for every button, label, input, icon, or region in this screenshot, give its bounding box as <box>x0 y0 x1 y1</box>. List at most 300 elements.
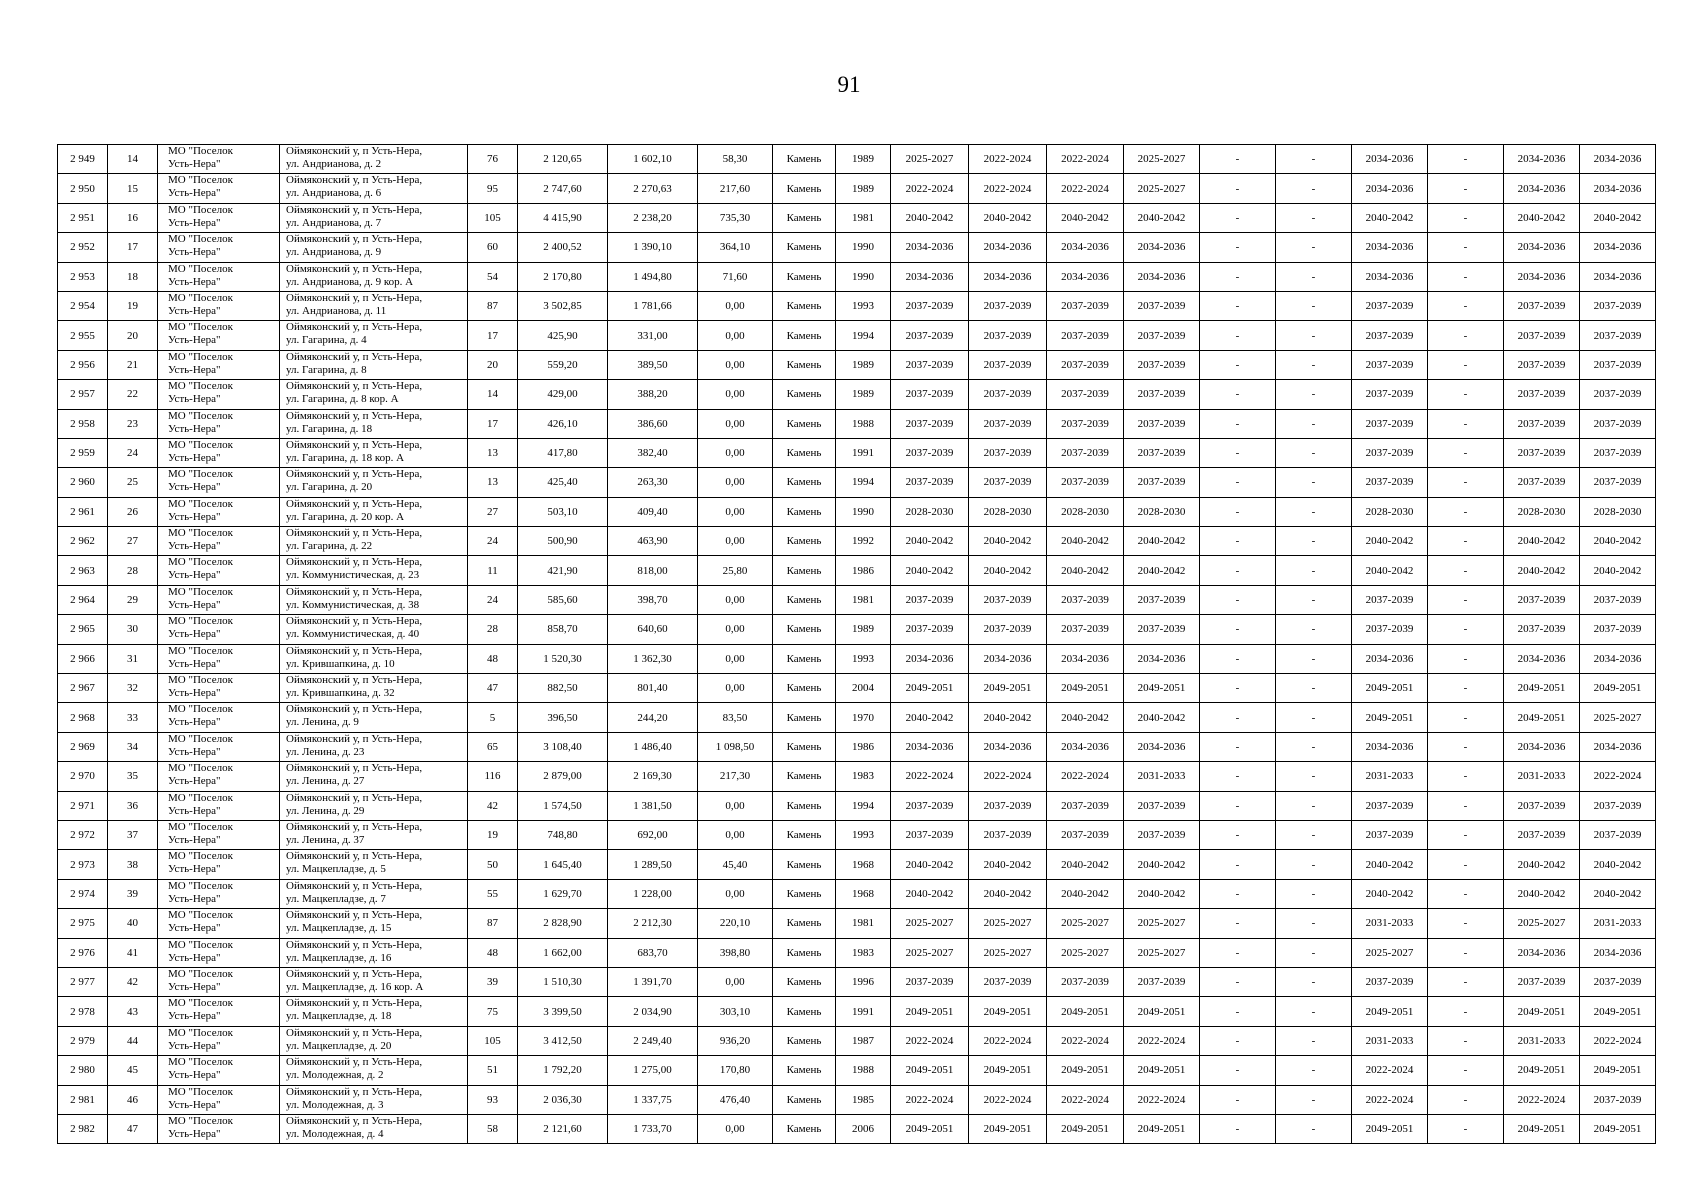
period-6-cell: - <box>1276 644 1352 673</box>
municipality-line: Усть-Нера" <box>168 922 221 935</box>
table-row <box>58 380 1656 409</box>
address-line: Оймяконский у, п Усть-Нера, <box>286 674 423 687</box>
table-row <box>58 174 1656 203</box>
municipality-line: Усть-Нера" <box>168 158 221 170</box>
period-2-cell: 2028-2030 <box>969 497 1047 526</box>
period-9-cell: 2034-2036 <box>1504 644 1580 673</box>
period-9-cell: 2040-2042 <box>1504 850 1580 879</box>
row-number-cell: 26 <box>108 497 158 526</box>
period-4-cell: 2037-2039 <box>1124 321 1200 350</box>
period-6-cell: - <box>1276 438 1352 467</box>
table-row <box>58 409 1656 438</box>
period-6-cell: - <box>1276 233 1352 262</box>
period-3-cell: 2022-2024 <box>1047 174 1124 203</box>
address-cell <box>280 145 468 174</box>
period-8-cell: - <box>1428 850 1504 879</box>
period-8-cell: - <box>1428 703 1504 732</box>
period-8-cell: - <box>1428 145 1504 174</box>
period-1-cell: 2037-2039 <box>891 409 969 438</box>
address-cell <box>280 1114 468 1143</box>
address-line: Оймяконский у, п Усть-Нера, <box>286 350 423 363</box>
period-7-cell: 2049-2051 <box>1352 997 1428 1026</box>
wall-material-cell: Камень <box>773 291 836 320</box>
period-2-cell: 2040-2042 <box>969 879 1047 908</box>
municipality-line: МО "Поселок <box>168 1056 233 1069</box>
nonresidential-area-cell: 83,50 <box>698 703 773 732</box>
build-year-cell: 1981 <box>836 909 891 938</box>
period-10-cell: 2040-2042 <box>1580 556 1656 585</box>
address-line: ул. Андрианова, д. 2 <box>286 158 382 170</box>
municipality-line: Усть-Нера" <box>168 216 221 229</box>
period-4-cell: 2031-2033 <box>1124 762 1200 791</box>
residents-count-cell: 5 <box>468 703 518 732</box>
municipality-line: Усть-Нера" <box>168 1010 221 1023</box>
nonresidential-area-cell: 0,00 <box>698 291 773 320</box>
municipality-cell <box>158 967 280 996</box>
build-year-cell: 1987 <box>836 1026 891 1055</box>
address-line: ул. Коммунистическая, д. 40 <box>286 628 420 641</box>
address-line: ул. Мацкепладзе, д. 16 кор. А <box>286 980 424 993</box>
period-4-cell: 2034-2036 <box>1124 262 1200 291</box>
total-area-cell: 2 036,30 <box>518 1085 608 1114</box>
row-number-cell: 38 <box>108 850 158 879</box>
wall-material-cell: Камень <box>773 967 836 996</box>
address-line: ул. Ленина, д. 37 <box>286 833 365 846</box>
table-row <box>58 1056 1656 1085</box>
municipality-line: Усть-Нера" <box>168 892 221 905</box>
address-line: Оймяконский у, п Усть-Нера, <box>286 203 423 216</box>
nonresidential-area-cell: 1 098,50 <box>698 732 773 761</box>
period-5-cell: - <box>1200 1085 1276 1114</box>
table-row <box>58 938 1656 967</box>
period-2-cell: 2037-2039 <box>969 380 1047 409</box>
period-6-cell: - <box>1276 615 1352 644</box>
nonresidential-area-cell: 398,80 <box>698 938 773 967</box>
period-2-cell: 2037-2039 <box>969 791 1047 820</box>
address-cell <box>280 850 468 879</box>
period-7-cell: 2037-2039 <box>1352 615 1428 644</box>
total-area-cell: 429,00 <box>518 380 608 409</box>
row-number-cell: 35 <box>108 762 158 791</box>
address-cell <box>280 174 468 203</box>
build-year-cell: 1990 <box>836 262 891 291</box>
period-5-cell: - <box>1200 850 1276 879</box>
address-cell <box>280 409 468 438</box>
period-2-cell: 2037-2039 <box>969 350 1047 379</box>
municipality-line: МО "Поселок <box>168 291 233 304</box>
period-4-cell: 2022-2024 <box>1124 1026 1200 1055</box>
period-7-cell: 2037-2039 <box>1352 468 1428 497</box>
address-line: Оймяконский у, п Усть-Нера, <box>286 1114 423 1127</box>
living-area-cell: 1 337,75 <box>608 1085 698 1114</box>
period-7-cell: 2037-2039 <box>1352 380 1428 409</box>
period-3-cell: 2037-2039 <box>1047 321 1124 350</box>
period-6-cell: - <box>1276 762 1352 791</box>
period-3-cell: 2040-2042 <box>1047 203 1124 232</box>
period-9-cell: 2034-2036 <box>1504 145 1580 174</box>
address-line: ул. Гагарина, д. 22 <box>286 540 373 553</box>
period-8-cell: - <box>1428 438 1504 467</box>
wall-material-cell: Камень <box>773 468 836 497</box>
wall-material-cell: Камень <box>773 909 836 938</box>
period-8-cell: - <box>1428 820 1504 849</box>
wall-material-cell: Камень <box>773 820 836 849</box>
address-cell <box>280 791 468 820</box>
period-8-cell: - <box>1428 732 1504 761</box>
period-3-cell: 2037-2039 <box>1047 409 1124 438</box>
period-10-cell: 2037-2039 <box>1580 585 1656 614</box>
period-7-cell: 2034-2036 <box>1352 732 1428 761</box>
period-1-cell: 2034-2036 <box>891 644 969 673</box>
period-1-cell: 2037-2039 <box>891 438 969 467</box>
registry-number-cell: 2 959 <box>58 438 108 467</box>
period-2-cell: 2022-2024 <box>969 1085 1047 1114</box>
period-1-cell: 2028-2030 <box>891 497 969 526</box>
municipality-cell <box>158 438 280 467</box>
address-cell <box>280 321 468 350</box>
municipality-line: Усть-Нера" <box>168 246 221 259</box>
address-line: Оймяконский у, п Усть-Нера, <box>286 1056 423 1069</box>
registry-number-cell: 2 981 <box>58 1085 108 1114</box>
municipality-line: МО "Поселок <box>168 556 233 569</box>
address-cell <box>280 967 468 996</box>
wall-material-cell: Камень <box>773 1026 836 1055</box>
period-1-cell: 2034-2036 <box>891 233 969 262</box>
total-area-cell: 2 170,80 <box>518 262 608 291</box>
address-line: Оймяконский у, п Усть-Нера, <box>286 1026 423 1039</box>
period-9-cell: 2034-2036 <box>1504 262 1580 291</box>
address-cell <box>280 556 468 585</box>
living-area-cell: 2 249,40 <box>608 1026 698 1055</box>
total-area-cell: 585,60 <box>518 585 608 614</box>
period-4-cell: 2025-2027 <box>1124 909 1200 938</box>
registry-number-cell: 2 954 <box>58 291 108 320</box>
period-2-cell: 2040-2042 <box>969 850 1047 879</box>
address-line: Оймяконский у, п Усть-Нера, <box>286 409 423 422</box>
residents-count-cell: 42 <box>468 791 518 820</box>
nonresidential-area-cell: 217,60 <box>698 174 773 203</box>
period-10-cell: 2037-2039 <box>1580 409 1656 438</box>
residents-count-cell: 28 <box>468 615 518 644</box>
row-number-cell: 18 <box>108 262 158 291</box>
period-3-cell: 2037-2039 <box>1047 380 1124 409</box>
build-year-cell: 1988 <box>836 1056 891 1085</box>
municipality-line: Усть-Нера" <box>168 863 221 876</box>
nonresidential-area-cell: 936,20 <box>698 1026 773 1055</box>
period-6-cell: - <box>1276 791 1352 820</box>
municipality-line: Усть-Нера" <box>168 1127 221 1140</box>
period-2-cell: 2034-2036 <box>969 644 1047 673</box>
municipality-line: Усть-Нера" <box>168 481 221 494</box>
address-line: ул. Мацкепладзе, д. 18 <box>286 1010 392 1023</box>
period-4-cell: 2049-2051 <box>1124 1056 1200 1085</box>
municipality-cell <box>158 556 280 585</box>
period-4-cell: 2049-2051 <box>1124 997 1200 1026</box>
period-6-cell: - <box>1276 674 1352 703</box>
period-3-cell: 2037-2039 <box>1047 585 1124 614</box>
total-area-cell: 748,80 <box>518 820 608 849</box>
period-10-cell: 2034-2036 <box>1580 262 1656 291</box>
period-10-cell: 2022-2024 <box>1580 762 1656 791</box>
period-4-cell: 2049-2051 <box>1124 674 1200 703</box>
nonresidential-area-cell: 0,00 <box>698 1114 773 1143</box>
period-3-cell: 2034-2036 <box>1047 644 1124 673</box>
period-10-cell: 2037-2039 <box>1580 468 1656 497</box>
period-10-cell: 2031-2033 <box>1580 909 1656 938</box>
address-cell <box>280 674 468 703</box>
build-year-cell: 1991 <box>836 997 891 1026</box>
row-number-cell: 24 <box>108 438 158 467</box>
residents-count-cell: 50 <box>468 850 518 879</box>
nonresidential-area-cell: 25,80 <box>698 556 773 585</box>
row-number-cell: 41 <box>108 938 158 967</box>
municipality-line: МО "Поселок <box>168 438 233 451</box>
living-area-cell: 2 270,63 <box>608 174 698 203</box>
period-8-cell: - <box>1428 350 1504 379</box>
address-line: Оймяконский у, п Усть-Нера, <box>286 145 423 157</box>
period-6-cell: - <box>1276 1026 1352 1055</box>
residents-count-cell: 48 <box>468 938 518 967</box>
period-3-cell: 2037-2039 <box>1047 438 1124 467</box>
residents-count-cell: 93 <box>468 1085 518 1114</box>
living-area-cell: 409,40 <box>608 497 698 526</box>
residents-count-cell: 14 <box>468 380 518 409</box>
table-row <box>58 527 1656 556</box>
period-4-cell: 2037-2039 <box>1124 291 1200 320</box>
municipality-line: Усть-Нера" <box>168 598 221 611</box>
build-year-cell: 1991 <box>836 438 891 467</box>
wall-material-cell: Камень <box>773 203 836 232</box>
address-line: Оймяконский у, п Усть-Нера, <box>286 820 423 833</box>
nonresidential-area-cell: 220,10 <box>698 909 773 938</box>
total-area-cell: 1 510,30 <box>518 967 608 996</box>
period-3-cell: 2049-2051 <box>1047 997 1124 1026</box>
period-5-cell: - <box>1200 174 1276 203</box>
municipality-cell <box>158 409 280 438</box>
build-year-cell: 1968 <box>836 879 891 908</box>
registry-number-cell: 2 955 <box>58 321 108 350</box>
municipality-cell <box>158 997 280 1026</box>
registry-number-cell: 2 964 <box>58 585 108 614</box>
living-area-cell: 389,50 <box>608 350 698 379</box>
address-line: ул. Крившапкина, д. 32 <box>286 687 395 700</box>
period-10-cell: 2037-2039 <box>1580 438 1656 467</box>
nonresidential-area-cell: 0,00 <box>698 438 773 467</box>
address-line: Оймяконский у, п Усть-Нера, <box>286 1085 423 1098</box>
period-3-cell: 2040-2042 <box>1047 879 1124 908</box>
period-8-cell: - <box>1428 674 1504 703</box>
address-line: Оймяконский у, п Усть-Нера, <box>286 262 423 275</box>
residents-count-cell: 39 <box>468 967 518 996</box>
wall-material-cell: Камень <box>773 145 836 174</box>
living-area-cell: 1 733,70 <box>608 1114 698 1143</box>
period-6-cell: - <box>1276 1056 1352 1085</box>
municipality-line: Усть-Нера" <box>168 745 221 758</box>
total-area-cell: 1 520,30 <box>518 644 608 673</box>
period-2-cell: 2034-2036 <box>969 732 1047 761</box>
municipality-cell <box>158 291 280 320</box>
residents-count-cell: 76 <box>468 145 518 174</box>
municipality-cell <box>158 644 280 673</box>
row-number-cell: 23 <box>108 409 158 438</box>
period-5-cell: - <box>1200 409 1276 438</box>
period-8-cell: - <box>1428 321 1504 350</box>
row-number-cell: 30 <box>108 615 158 644</box>
address-cell <box>280 585 468 614</box>
total-area-cell: 2 828,90 <box>518 909 608 938</box>
housing-registry-table <box>57 144 1656 1144</box>
period-9-cell: 2037-2039 <box>1504 438 1580 467</box>
period-8-cell: - <box>1428 380 1504 409</box>
residents-count-cell: 27 <box>468 497 518 526</box>
build-year-cell: 1983 <box>836 762 891 791</box>
municipality-line: Усть-Нера" <box>168 657 221 670</box>
period-8-cell: - <box>1428 644 1504 673</box>
living-area-cell: 398,70 <box>608 585 698 614</box>
living-area-cell: 1 390,10 <box>608 233 698 262</box>
period-7-cell: 2034-2036 <box>1352 233 1428 262</box>
residents-count-cell: 24 <box>468 585 518 614</box>
living-area-cell: 1 486,40 <box>608 732 698 761</box>
period-8-cell: - <box>1428 997 1504 1026</box>
wall-material-cell: Камень <box>773 615 836 644</box>
address-cell <box>280 1085 468 1114</box>
municipality-line: МО "Поселок <box>168 732 233 745</box>
period-5-cell: - <box>1200 615 1276 644</box>
address-cell <box>280 997 468 1026</box>
residents-count-cell: 20 <box>468 350 518 379</box>
period-5-cell: - <box>1200 438 1276 467</box>
table-row <box>58 350 1656 379</box>
period-7-cell: 2037-2039 <box>1352 438 1428 467</box>
registry-number-cell: 2 978 <box>58 997 108 1026</box>
address-line: ул. Мацкепладзе, д. 7 <box>286 892 386 905</box>
nonresidential-area-cell: 0,00 <box>698 879 773 908</box>
municipality-cell <box>158 879 280 908</box>
address-line: Оймяконский у, п Усть-Нера, <box>286 174 423 187</box>
period-2-cell: 2037-2039 <box>969 820 1047 849</box>
period-1-cell: 2040-2042 <box>891 703 969 732</box>
period-7-cell: 2034-2036 <box>1352 145 1428 174</box>
municipality-cell <box>158 820 280 849</box>
table-row <box>58 262 1656 291</box>
table-row <box>58 997 1656 1026</box>
municipality-cell <box>158 233 280 262</box>
registry-number-cell: 2 972 <box>58 820 108 849</box>
period-1-cell: 2025-2027 <box>891 938 969 967</box>
registry-number-cell: 2 979 <box>58 1026 108 1055</box>
municipality-line: МО "Поселок <box>168 791 233 804</box>
period-5-cell: - <box>1200 1026 1276 1055</box>
period-7-cell: 2037-2039 <box>1352 820 1428 849</box>
period-8-cell: - <box>1428 1085 1504 1114</box>
living-area-cell: 1 289,50 <box>608 850 698 879</box>
living-area-cell: 683,70 <box>608 938 698 967</box>
registry-number-cell: 2 957 <box>58 380 108 409</box>
period-9-cell: 2034-2036 <box>1504 732 1580 761</box>
total-area-cell: 559,20 <box>518 350 608 379</box>
period-9-cell: 2034-2036 <box>1504 938 1580 967</box>
period-8-cell: - <box>1428 203 1504 232</box>
period-1-cell: 2037-2039 <box>891 291 969 320</box>
table-row <box>58 497 1656 526</box>
period-10-cell: 2037-2039 <box>1580 1085 1656 1114</box>
address-cell <box>280 703 468 732</box>
period-8-cell: - <box>1428 1114 1504 1143</box>
period-3-cell: 2022-2024 <box>1047 1026 1124 1055</box>
nonresidential-area-cell: 0,00 <box>698 674 773 703</box>
period-7-cell: 2037-2039 <box>1352 585 1428 614</box>
living-area-cell: 388,20 <box>608 380 698 409</box>
build-year-cell: 1985 <box>836 1085 891 1114</box>
table-row <box>58 556 1656 585</box>
period-4-cell: 2037-2039 <box>1124 791 1200 820</box>
residents-count-cell: 51 <box>468 1056 518 1085</box>
nonresidential-area-cell: 476,40 <box>698 1085 773 1114</box>
period-8-cell: - <box>1428 938 1504 967</box>
period-9-cell: 2022-2024 <box>1504 1085 1580 1114</box>
wall-material-cell: Камень <box>773 380 836 409</box>
period-8-cell: - <box>1428 233 1504 262</box>
period-4-cell: 2040-2042 <box>1124 527 1200 556</box>
total-area-cell: 1 662,00 <box>518 938 608 967</box>
row-number-cell: 39 <box>108 879 158 908</box>
address-line: ул. Молодежная, д. 3 <box>286 1098 384 1111</box>
address-line: ул. Андрианова, д. 6 <box>286 187 382 200</box>
municipality-line: МО "Поселок <box>168 233 233 246</box>
row-number-cell: 21 <box>108 350 158 379</box>
period-2-cell: 2037-2039 <box>969 438 1047 467</box>
period-3-cell: 2028-2030 <box>1047 497 1124 526</box>
municipality-cell <box>158 468 280 497</box>
table-row <box>58 967 1656 996</box>
build-year-cell: 1993 <box>836 820 891 849</box>
address-line: ул. Гагарина, д. 18 кор. А <box>286 451 405 464</box>
period-5-cell: - <box>1200 703 1276 732</box>
municipality-line: Усть-Нера" <box>168 540 221 553</box>
wall-material-cell: Камень <box>773 879 836 908</box>
total-area-cell: 2 400,52 <box>518 233 608 262</box>
period-7-cell: 2037-2039 <box>1352 967 1428 996</box>
period-6-cell: - <box>1276 820 1352 849</box>
build-year-cell: 1989 <box>836 350 891 379</box>
period-5-cell: - <box>1200 380 1276 409</box>
municipality-line: Усть-Нера" <box>168 951 221 964</box>
build-year-cell: 1994 <box>836 791 891 820</box>
living-area-cell: 640,60 <box>608 615 698 644</box>
build-year-cell: 1983 <box>836 938 891 967</box>
wall-material-cell: Камень <box>773 938 836 967</box>
period-3-cell: 2049-2051 <box>1047 674 1124 703</box>
period-10-cell: 2034-2036 <box>1580 174 1656 203</box>
period-9-cell: 2025-2027 <box>1504 909 1580 938</box>
total-area-cell: 3 108,40 <box>518 732 608 761</box>
address-line: ул. Ленина, д. 27 <box>286 775 365 788</box>
period-2-cell: 2022-2024 <box>969 762 1047 791</box>
wall-material-cell: Камень <box>773 585 836 614</box>
total-area-cell: 2 747,60 <box>518 174 608 203</box>
wall-material-cell: Камень <box>773 762 836 791</box>
wall-material-cell: Камень <box>773 732 836 761</box>
period-5-cell: - <box>1200 145 1276 174</box>
total-area-cell: 396,50 <box>518 703 608 732</box>
period-4-cell: 2040-2042 <box>1124 203 1200 232</box>
wall-material-cell: Камень <box>773 174 836 203</box>
period-8-cell: - <box>1428 527 1504 556</box>
address-line: ул. Мацкепладзе, д. 5 <box>286 863 386 876</box>
municipality-cell <box>158 762 280 791</box>
nonresidential-area-cell: 45,40 <box>698 850 773 879</box>
